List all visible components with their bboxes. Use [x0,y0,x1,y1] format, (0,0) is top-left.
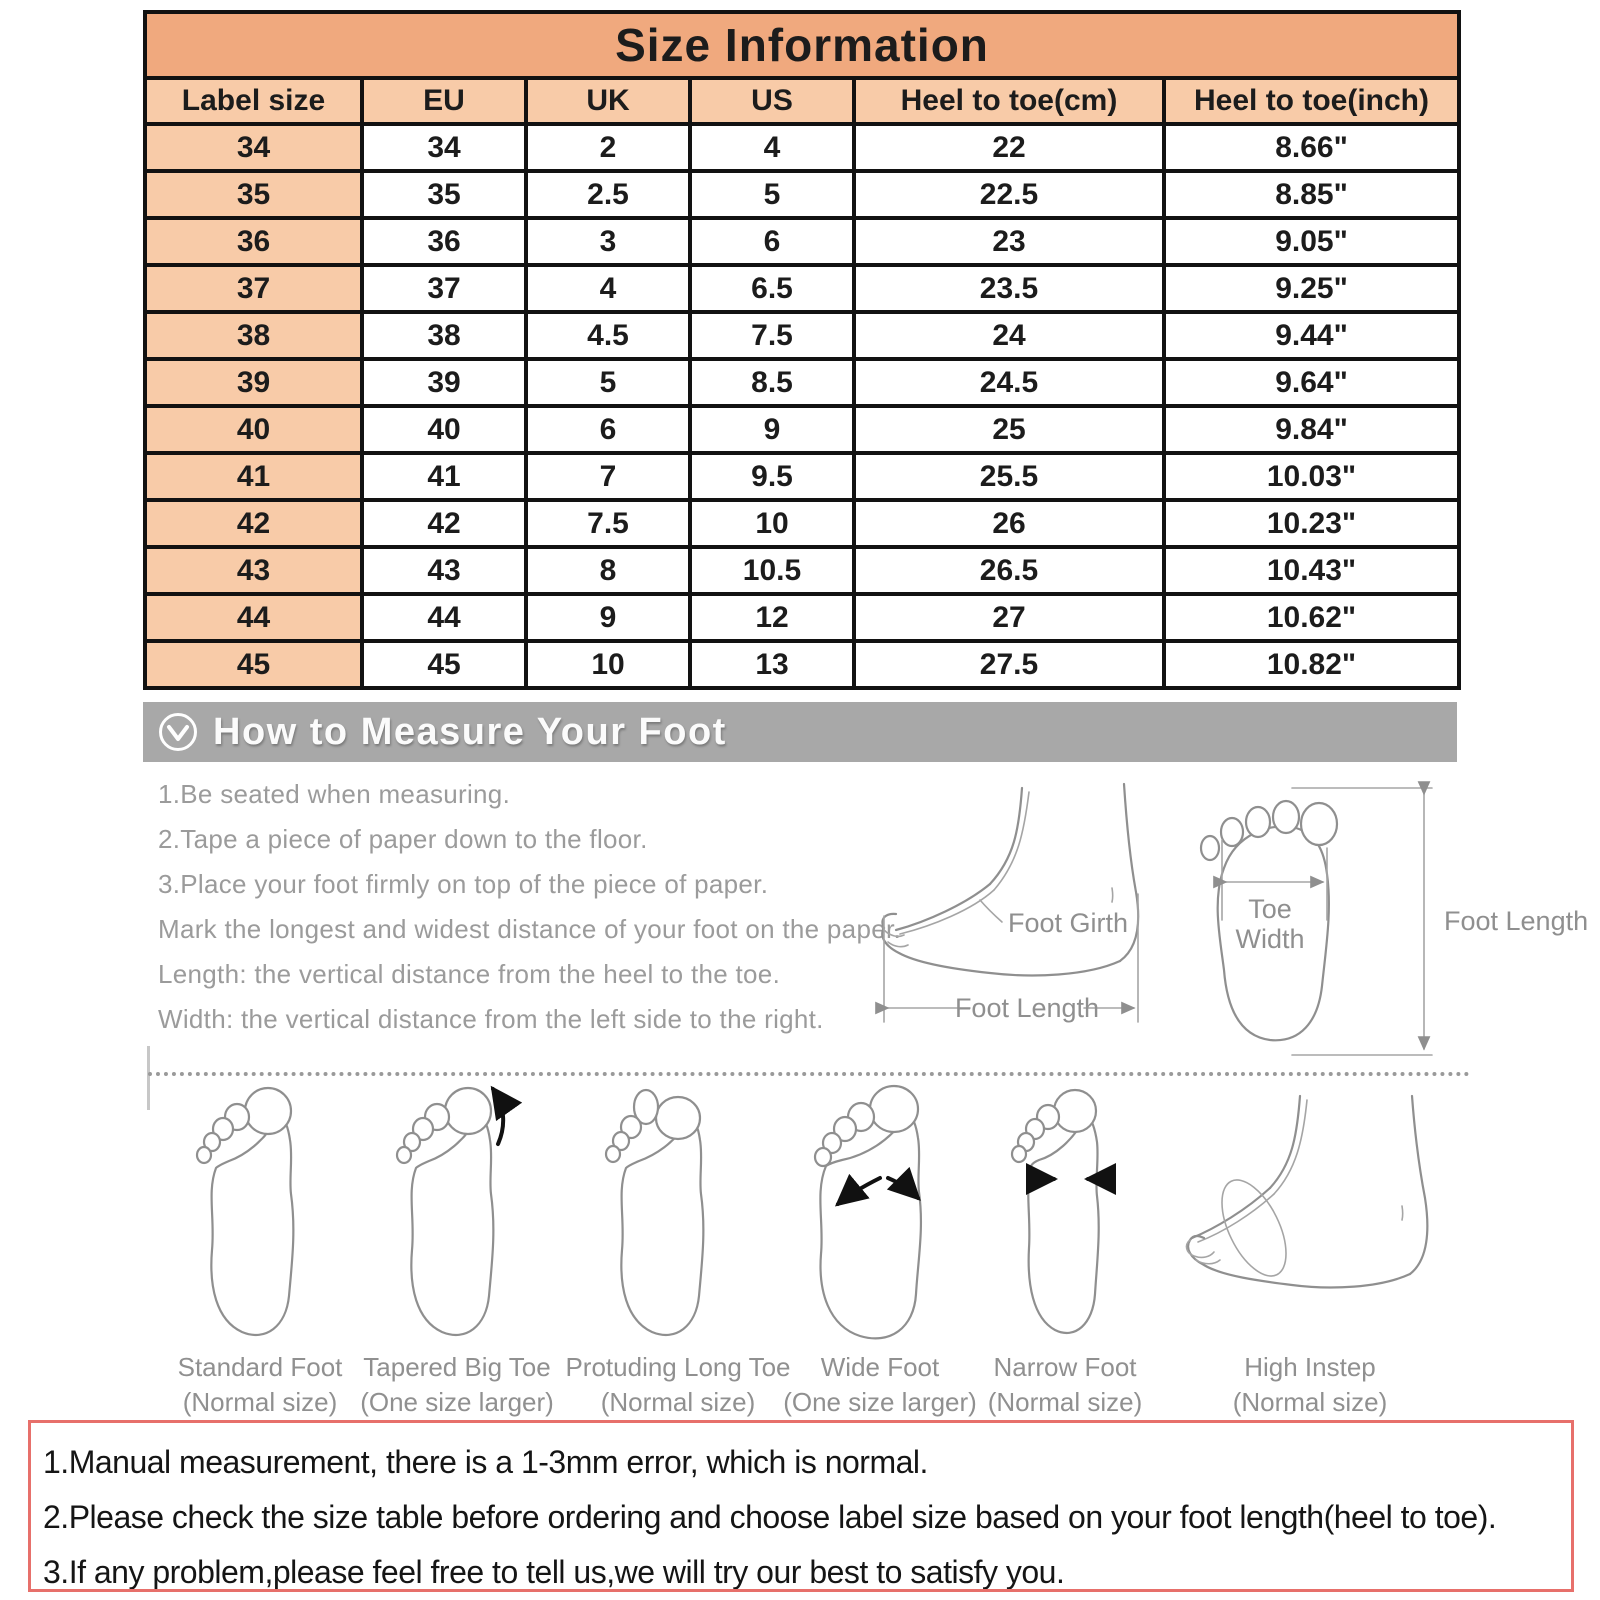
size-value-cell: 39 [362,359,526,406]
foot-type-note: (One size larger) [783,1387,977,1417]
foot-type-name: Wide Foot [820,1352,940,1382]
table-row [145,312,1459,359]
column-header-0: Label size [145,78,362,124]
foot-measure-diagram [872,770,1592,1070]
size-value-cell: 7.5 [690,312,854,359]
size-value-cell: 9.64" [1164,359,1459,406]
table-row [145,453,1459,500]
size-value-cell: 6.5 [690,265,854,312]
size-value-cell: 6 [526,406,690,453]
size-value-cell: 40 [362,406,526,453]
standard-foot-figure [185,1080,335,1345]
size-value-cell: 34 [362,124,526,171]
table-row [145,547,1459,594]
table-row [145,500,1459,547]
size-value-cell: 38 [362,312,526,359]
foot-type-note: (Normal size) [1232,1387,1388,1417]
dotted-baseline [148,1072,1470,1076]
size-table-head [145,12,1459,124]
size-value-cell: 7 [526,453,690,500]
size-value-cell: 3 [526,218,690,265]
instruction-line: 3.Place your foot firmly on top of the piece of paper. [158,869,769,899]
size-value-cell: 42 [362,500,526,547]
size-value-cell: 10.23" [1164,500,1459,547]
foot-girth-label: Foot Girth [1008,908,1129,938]
size-value-cell: 26 [854,500,1164,547]
table-row [145,594,1459,641]
column-header-2: UK [526,78,690,124]
note-line: 2.Please check the size table before ordering and choose label size based on your foot length(heel to toe). [43,1499,1497,1535]
size-value-cell: 10 [526,641,690,688]
foot-type-note: (One size larger) [360,1387,554,1417]
size-value-cell: 8.66" [1164,124,1459,171]
size-value-cell: 23 [854,218,1164,265]
size-value-cell: 9.44" [1164,312,1459,359]
table-row [145,406,1459,453]
column-header-1: EU [362,78,526,124]
size-value-cell: 4 [526,265,690,312]
size-value-cell: 45 [362,641,526,688]
foot-type-label [945,1350,1185,1420]
size-value-cell: 9.84" [1164,406,1459,453]
instruction-line: 1.Be seated when measuring. [158,779,511,809]
high-instep-figure [1180,1088,1470,1340]
size-value-cell: 10.5 [690,547,854,594]
size-value-cell: 12 [690,594,854,641]
size-value-cell: 23.5 [854,265,1164,312]
size-value-cell: 27.5 [854,641,1164,688]
size-value-cell: 8.85" [1164,171,1459,218]
size-table-body [145,124,1459,688]
size-value-cell: 10.82" [1164,641,1459,688]
note-line: 1.Manual measurement, there is a 1-3mm error, which is normal. [43,1444,928,1480]
label-size-cell: 45 [145,641,362,688]
size-value-cell: 22 [854,124,1164,171]
table-row [145,171,1459,218]
column-header-5: Heel to toe(inch) [1164,78,1459,124]
measure-section-title: How to Measure Your Foot [213,710,727,753]
instep-ellipse [1209,1170,1300,1285]
footprint-sketch [1201,788,1588,1055]
size-value-cell: 5 [526,359,690,406]
size-value-cell: 25.5 [854,453,1164,500]
size-value-cell: 24.5 [854,359,1164,406]
narrow-foot-figure [1000,1080,1140,1345]
column-header-4: Heel to toe(cm) [854,78,1164,124]
table-row [145,265,1459,312]
measure-section-header [143,702,1457,762]
size-value-cell: 9 [526,594,690,641]
size-value-cell: 6 [690,218,854,265]
toe-width-label: Toe [1248,894,1292,924]
foot-type-label [1190,1350,1430,1420]
size-value-cell: 8 [526,547,690,594]
taper-arrow-icon [493,1089,503,1144]
column-header-3: US [690,78,854,124]
label-size-cell: 35 [145,171,362,218]
label-size-cell: 44 [145,594,362,641]
size-table-header-row [145,78,1459,124]
size-table-title-row [145,12,1459,78]
table-row [145,218,1459,265]
foot-type-note: (Normal size) [987,1387,1143,1417]
size-value-cell: 9.05" [1164,218,1459,265]
foot-type-name: Tapered Big Toe [363,1352,551,1382]
size-value-cell: 9.5 [690,453,854,500]
chevron-down-circle-icon [157,711,199,753]
size-value-cell: 26.5 [854,547,1164,594]
size-value-cell: 8.5 [690,359,854,406]
size-table-title: Size Information [145,12,1459,78]
size-value-cell: 10.62" [1164,594,1459,641]
size-value-cell: 9.25" [1164,265,1459,312]
foot-type-note: (Normal size) [182,1387,338,1417]
label-size-cell: 36 [145,218,362,265]
size-value-cell: 13 [690,641,854,688]
label-size-cell: 37 [145,265,362,312]
tapered-big-toe-figure [385,1080,535,1345]
size-value-cell: 5 [690,171,854,218]
wide-arrow-right-icon [888,1178,918,1198]
size-value-cell: 10.43" [1164,547,1459,594]
size-value-cell: 27 [854,594,1164,641]
instructions-list [158,772,938,1042]
foot-type-label [337,1350,577,1420]
toe-width-label: Width [1235,924,1305,954]
label-size-cell: 38 [145,312,362,359]
size-table [143,10,1461,690]
foot-type-note: (Normal size) [600,1387,756,1417]
size-value-cell: 36 [362,218,526,265]
label-size-cell: 39 [145,359,362,406]
size-value-cell: 4 [690,124,854,171]
footprint-length-label: Foot Length [1444,906,1589,936]
label-size-cell: 41 [145,453,362,500]
instruction-line: Width: the vertical distance from the left side to the right. [158,1004,824,1034]
label-size-cell: 40 [145,406,362,453]
size-value-cell: 22.5 [854,171,1164,218]
notes-box [28,1420,1574,1592]
size-value-cell: 9 [690,406,854,453]
instruction-line: 2.Tape a piece of paper down to the floor. [158,824,648,854]
table-row [145,641,1459,688]
side-foot-sketch [882,784,1138,1023]
label-size-cell: 43 [145,547,362,594]
baseline-tick [147,1046,150,1110]
size-value-cell: 10.03" [1164,453,1459,500]
label-size-cell: 34 [145,124,362,171]
size-value-cell: 37 [362,265,526,312]
wide-arrow-left-icon [838,1178,880,1204]
instruction-line: Length: the vertical distance from the heel to the toe. [158,959,781,989]
table-row [145,124,1459,171]
table-row [145,359,1459,406]
size-value-cell: 24 [854,312,1164,359]
size-value-cell: 25 [854,406,1164,453]
size-value-cell: 10 [690,500,854,547]
size-value-cell: 7.5 [526,500,690,547]
size-value-cell: 43 [362,547,526,594]
label-size-cell: 42 [145,500,362,547]
size-value-cell: 2.5 [526,171,690,218]
foot-type-name: Standard Foot [177,1352,343,1382]
size-value-cell: 4.5 [526,312,690,359]
note-line: 3.If any problem,please feel free to tell us,we will try our best to satisfy you. [43,1554,1065,1590]
size-value-cell: 44 [362,594,526,641]
size-value-cell: 35 [362,171,526,218]
protruding-long-toe-figure [595,1080,745,1345]
wide-foot-figure [800,1080,965,1345]
side-foot-length-label: Foot Length [954,993,1100,1023]
foot-type-name: Protuding Long Toe [565,1352,791,1382]
size-value-cell: 41 [362,453,526,500]
size-value-cell: 2 [526,124,690,171]
foot-type-name: Narrow Foot [993,1352,1137,1382]
instruction-line: Mark the longest and widest distance of your foot on the paper. [158,914,902,944]
foot-type-name: High Instep [1244,1352,1376,1382]
